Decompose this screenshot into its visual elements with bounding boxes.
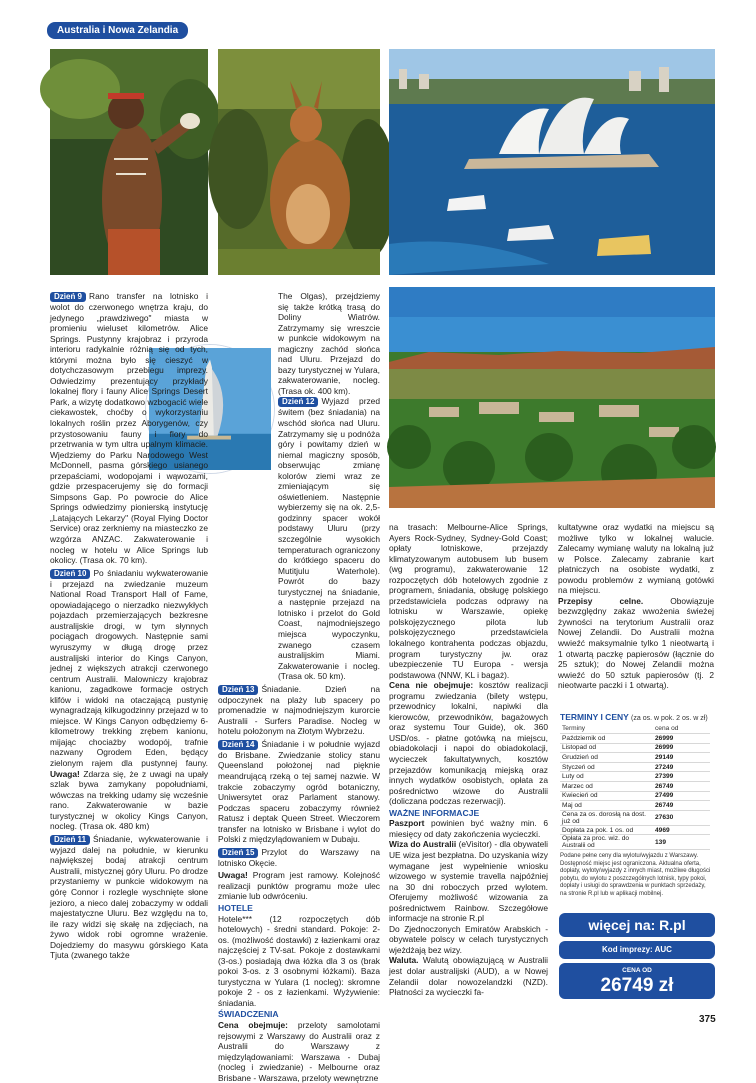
- row-date: Kwiecień od: [560, 791, 653, 801]
- table-row: [560, 743, 710, 753]
- day-11-paragraph: [50, 834, 208, 961]
- program-note-text: Program jest ramowy. Kolejność realizacji punktów programu może ulec zmianie lub odwróceniu.: [218, 870, 381, 902]
- itinerary-column-1: [50, 291, 208, 961]
- day-12-label: Dzień 12: [278, 397, 318, 407]
- table-row: [560, 762, 710, 772]
- extra-row: [560, 810, 710, 825]
- currency-continued: kultatywne oraz wydatki na miejscu są możliwe tylko w lokalnej walucie. Zalecamy wymianę waluty na lokalną już w Polsce. Zalecamy zabranie kart płatniczych na osobiste wydatki, z powodu problemów z wymianą gotówki na miejscu.: [558, 522, 714, 596]
- uluru-landscape-photo: [389, 287, 715, 508]
- extra-row: [560, 825, 710, 835]
- day-14-paragraph: [218, 739, 380, 845]
- row-price: 26999: [653, 734, 710, 744]
- day-14-label: Dzień 14: [218, 740, 258, 750]
- row-date: Marzec od: [560, 782, 653, 792]
- prices-subtitle: (za os. w pok. 2 os. w zł): [631, 715, 708, 722]
- extra-row: [560, 835, 710, 850]
- day-9-text: Rano transfer na lotnisko i wolot do czerwonego wnętrza kraju, do jedynego „prawdziwego" miasta w promieniu wieluset kilometrów. Alice Springs. Pustynny krajobraz i przyroda interioru radykalnie różnią się od tych, którymi można było się cieszyć w dotychczasowym przebiegu imprezy. Odwiedzimy prezentujący przykłady lokalnej flory i fauny Alice Springs Desert Park, a wizytę dodatkowo wzbogacić wiele ciekawostek, choćby o wykorzystaniu lokalnych roślin przez Aborygenów, czy przystosowaniu fauny i flory do przetrwania w tym ultra upalnym klimacie. Wjedziemy do Parku Narodowego West McDonnell, pasma górskiego usianego przepaściami, wodopojami i wąwozami, gdzie przespacerujemy się do formacji Simpsons Gap. Po powrocie do Alice Springs odwiedzimy pionierską instytucję „Latających Lekarzy" (Royal Flying Doctor Service) oraz zerkniemy na miasteczko ze wzgórza ANZAC. Zakwaterowanie i nocleg w hotelu w Alice Springs lub okolicy. (Trasa ok. 70 km).: [50, 291, 208, 566]
- day-12-text: Wyjazd przed świtem (bez śniadania) na wschód słońca nad Uluru. Zatrzymamy się u podnóża góry i powitamy dzień w niemal magiczny sposób, obserwując zmianę kolorów ziemi wraz ze zmieniającym się oświetleniem. Następnie wybierzemy się na ok. 2,5-godzinny spacer wokół podstawy Uluru (przy szczególnie wysokich temperaturach ograniczony do krótkiego spaceru do Mutitjulu Waterhole). Powrót do bazy turystycznej na śniadanie, a następnie przejazd na lotnisko i przelot do Gold Coast, najmodniejszego miejsca wypoczynku, zwanego czasem australijskim Miami. Zakwaterowanie i nocleg. (Trasa ok. 50 km).: [278, 396, 380, 682]
- services-continued: na trasach: Melbourne-Alice Springs, Ayers Rock-Sydney, Sydney-Gold Coast; opłaty lotniskowe, przejazdy klimatyzowanym autobusem lub busem (wg programu), zakwaterowanie 12 rozpoczętych dób hotelowych zgodnie z programem, śniadania, obsługę polskiego przedstawiciela podczas odprawy na lotnisku w Warszawie, opiekę polskojęzycznego pilota lub polskojęzycznego przedstawiciela lokalnego kontrahenta podczas objazdu, program turystyczny jw. oraz ubezpieczenie TU Europa - wersja podstawowa (NNW, KL i bagaż).: [389, 522, 548, 680]
- program-note-label: Uwaga!: [218, 870, 248, 881]
- passport-label: Paszport: [389, 818, 425, 829]
- table-row: [560, 734, 710, 744]
- day-15-label: Dzień 15: [218, 848, 258, 858]
- extra-label: Opłata za proc. wiz. do Australii od: [560, 835, 653, 850]
- row-price: 27249: [653, 762, 710, 772]
- day-10-label: Dzień 10: [50, 569, 90, 579]
- aboriginal-photo: [50, 49, 208, 275]
- prices-heading: [560, 712, 708, 722]
- prices-note: Podane pełne ceny dla wylotu/wyjazdu z Warszawy. Dostępność miejsc jest ograniczona. Aktualna oferta, dopłaty, wyloty/wyjazdy z innych miast, możliwe długości pobytu, do wylotu z poszczególnych lotnisk, typy pokoi, dopłaty i usługi do sprawdzenia w punktach sprzedaży, na stronie R.pl lub w aplikacji mobilnej.: [560, 853, 711, 897]
- services-includes-label: Cena obejmuje:: [218, 1020, 288, 1030]
- customs-label: Przepisy celne.: [558, 595, 644, 606]
- prices-title: TERMINY I CENY: [560, 712, 629, 722]
- currency-label: Waluta.: [389, 955, 419, 966]
- day-13-paragraph: [218, 684, 380, 737]
- kangaroo-photo: [218, 49, 380, 275]
- row-price: 27399: [653, 772, 710, 782]
- extra-price: 27630: [653, 810, 710, 825]
- day-15-text: Przylot do Warszawy na lotnisko Okęcie.: [218, 846, 380, 868]
- row-date: Grudzień od: [560, 753, 653, 763]
- passport-text: powinien być ważny min. 6 miesięcy od daty zakończenia wycieczki.: [389, 818, 549, 839]
- table-row: [560, 782, 710, 792]
- excludes-paragraph: [389, 680, 548, 807]
- price-from-label: CENA OD: [622, 967, 652, 974]
- customs-text: Obowiązuje bezwzględny zakaz wwożenia świeżej żywności na terytorium Australii oraz Nowej Zelandii. Do Australii można wwieźć maksymalnie tylko 1 nieotwartą i 1 otwartą paczkę papierosów (łącznie do 25 sztuk); do Nowej Zelandii można wwieźć do 50 sztuk papierosów (tj. 2 nieotwarte paczki i 1 otwartą).: [558, 595, 714, 691]
- row-price: 27499: [653, 791, 710, 801]
- day-10-text: Po śniadaniu wykwaterowanie i przejazd na zwiedzanie muzeum National Road Transport Hall of Fame, opowiadającego o nierzadko niezwykłych pojazdach przemierzających bezkresne australijskie drogi, w tym słynnych pociągach drogowych. Następnie sami wyruszymy w długą drogę przez australijski interior do Kings Canyon, jednej z większych atrakcji czerwonego centrum Australii. Malowniczy krajobraz kanionu, zagadkowe formacje ostrych klifów i widoki na otaczającą pustynię wynagradzają kilkugodzinny przejazd w to miejsce. W Kings Canyon odbędziemy 6-kilometrowy trekking zrębem kanionu, mijając chociażby wodopój, trafnie nazwany Ogrodem Eden, będący zielonym rajem dla pustynnej fauny.: [50, 567, 208, 768]
- day-11-continued: The Olgas), przejdziemy się także krótką trasą do Doliny Wiatrów. Zatrzymamy się wreszcie w punkcie widokowym na magiczny zachód słońca nad Uluru. Przejazd do bazy turystycznej w Yulara, zakwaterowanie, nocleg. (Trasa ok. 400 km).: [278, 291, 380, 396]
- table-row: [560, 801, 710, 811]
- price-from-value: 26749 zł: [600, 975, 674, 996]
- info-column-3: [389, 522, 548, 998]
- day-11-label: Dzień 11: [50, 835, 90, 845]
- prices-col-date: Terminy: [560, 724, 653, 734]
- row-price: 29149: [653, 753, 710, 763]
- row-date: Luty od: [560, 772, 653, 782]
- day-9-paragraph: [50, 291, 208, 566]
- row-date: Styczeń od: [560, 762, 653, 772]
- day-13-text: Śniadanie. Dzień na odpoczynek na plaży lub spacery po promenadzie w najmodniejszym kurorcie Australii - Surfers Paradise. Nocleg w hotelu położonym na Złotym Wybrzeżu.: [218, 683, 380, 737]
- visa-paragraph: [389, 839, 548, 923]
- info-column-4: [558, 522, 714, 691]
- extra-price: 4969: [653, 825, 710, 835]
- visa-text: (eVisitor) - dla obywateli UE wiza jest bezpłatna. Do uzyskania wizy wymagane jest wypełnienie wniosku wizowego w systemie travella najpóźniej na 30 dni roboczych przed wylotem. Oferujemy możliwość wizowania za pośrednictwem Rainbow. Szczegółowe informacje na stronie R.pl: [389, 839, 549, 924]
- customs-paragraph: [558, 596, 714, 691]
- excludes-text: kosztów realizacji programu zwiedzania (bilety wstępu, przewodnicy lokalni, napiwki dla kierowców, przewodników, bagażowych oraz systemu Tour Guide), ok. 360 USD/os. - płatne gotówką na miejscu, obiadokolacji i napoi do obiadokolacji, wycieczek fakultatywnych, kosztów przejazdów komunikacją miejską oraz innych wydatków osobistych, opłata za pośrednictwo wizowe do Australii (doliczana podczas rezerwacji).: [389, 680, 548, 807]
- extra-label: Dopłata za pok. 1 os. od: [560, 825, 653, 835]
- tour-code-badge: Kod imprezy: AUC: [559, 941, 715, 959]
- day-10-warning-text: Zdarza się, że z uwagi na upały szlak bywa zamykany popołudniami, wówczas na trekking udamy się wcześnie rano. Zakwaterowanie w bazie turystycznej w okolicy Kings Canyon, nocleg. (Trasa ok. 480 km): [50, 768, 209, 832]
- services-heading: ŚWIADCZENIA: [218, 1009, 279, 1020]
- itinerary-column-2: [218, 291, 380, 1083]
- row-price: 26999: [653, 743, 710, 753]
- sydney-opera-photo: [389, 49, 715, 275]
- important-info-heading: WAŻNE INFORMACJE: [389, 807, 480, 818]
- day-9-label: Dzień 9: [50, 292, 86, 302]
- visa-label: Wiza do Australii: [389, 839, 457, 850]
- services-paragraph: [218, 1020, 380, 1083]
- row-date: Październik od: [560, 734, 653, 744]
- day-14-text: Śniadanie i w południe wyjazd do Brisbane. Zwiedzanie stolicy stanu Queensland położonej nad pięknie meandrującą rzeką o tej samej nazwie. W trakcie zobaczymy ogród botaniczny, Uniwersytet oraz Parlament stanowy. Podczas spaceru zobaczymy również Ratusz i deptak Queen Street. Wieczorem transfer na lotnisko w Brisbane i wylot do Polski z międzylądowaniem w Dubaju.: [218, 738, 380, 845]
- extra-price: 139: [653, 835, 710, 850]
- extra-label: Cena za os. dorosłą na dost. już od: [560, 810, 653, 825]
- region-tag: Australia i Nowa Zelandia: [47, 22, 188, 39]
- uae-text: Do Zjednoczonych Emiratów Arabskich - obywatele polscy w celach turystycznych wjeżdżają bez wizy.: [389, 923, 548, 955]
- day-15-paragraph: [218, 847, 380, 869]
- table-row: [560, 753, 710, 763]
- row-price: 26749: [653, 782, 710, 792]
- price-from-badge: [559, 963, 715, 999]
- row-date: Listopad od: [560, 743, 653, 753]
- hotels-heading: HOTELE: [218, 902, 253, 913]
- services-includes-text: przeloty samolotami rejsowymi z Warszawy do Australii oraz z Australii do Warszawy z międzylądowaniami: Warszawa - Dubaj (nocleg i zwiedzanie) - Melbourne oraz Brisbane - Warszawa, przeloty wewnętrzne: [218, 1020, 380, 1083]
- currency-paragraph: [389, 955, 548, 997]
- more-info-button[interactable]: więcej na: R.pl: [559, 913, 715, 937]
- passport-paragraph: [389, 818, 548, 839]
- prices-table: [560, 724, 710, 850]
- day-13-label: Dzień 13: [218, 685, 258, 695]
- day-10-warning-label: Uwaga!: [50, 768, 80, 779]
- hotels-text: Hotele*** (12 rozpoczętych dób hotelowych) - średni standard. Pokoje: 2-os. (możliwość dostawki) z łazienkami oraz najczęściej z TV-sat. Pokoje z dostawkami (3-os.) posiadają dwa łóżka dla 3 os (brak pokoi 3-os. z 3 osobnymi łóżkami). Baza turystyczna w Yulara (1 nocleg): skromne pokoje 2 - os z łazienkami. Wyżywienie: śniadania.: [218, 913, 380, 1008]
- row-price: 26749: [653, 801, 710, 811]
- excludes-label: Cena nie obejmuje:: [389, 680, 474, 691]
- table-row: [560, 772, 710, 782]
- table-row: [560, 791, 710, 801]
- program-note: [218, 870, 380, 902]
- prices-col-price: cena od: [653, 724, 710, 734]
- page-number: 375: [699, 1014, 716, 1025]
- row-date: Maj od: [560, 801, 653, 811]
- currency-text: Walutą obowiązującą w Australii jest dolar australijski (AUD), a w Nowej Zelandii dolar nowozelandzki (NZD). Płatności za wycieczki fa-: [389, 955, 549, 998]
- day-12-paragraph: [218, 396, 380, 681]
- prices-header-row: [560, 724, 710, 734]
- day-10-paragraph: [50, 568, 208, 832]
- day-11-text: Śniadanie, wykwaterowanie i wyjazd dalej na południe, w kierunku największej bodaj atrakcji centrum Australii, mistycznej góry Uluru. Po drodze przystaniemy w punkcie widokowym na górę Connor i rozlegle wyschnięte słone jezioro, a nieco dalej zobaczymy w oddali majestatyczne Uluru. Bez względu na to, ile razy widzi się skałę na zdjęciach, na żywo widok robi ogromne wrażenie. Dojedziemy do masywu górskiego Kata Tjuta (zwanego także: [50, 833, 208, 961]
